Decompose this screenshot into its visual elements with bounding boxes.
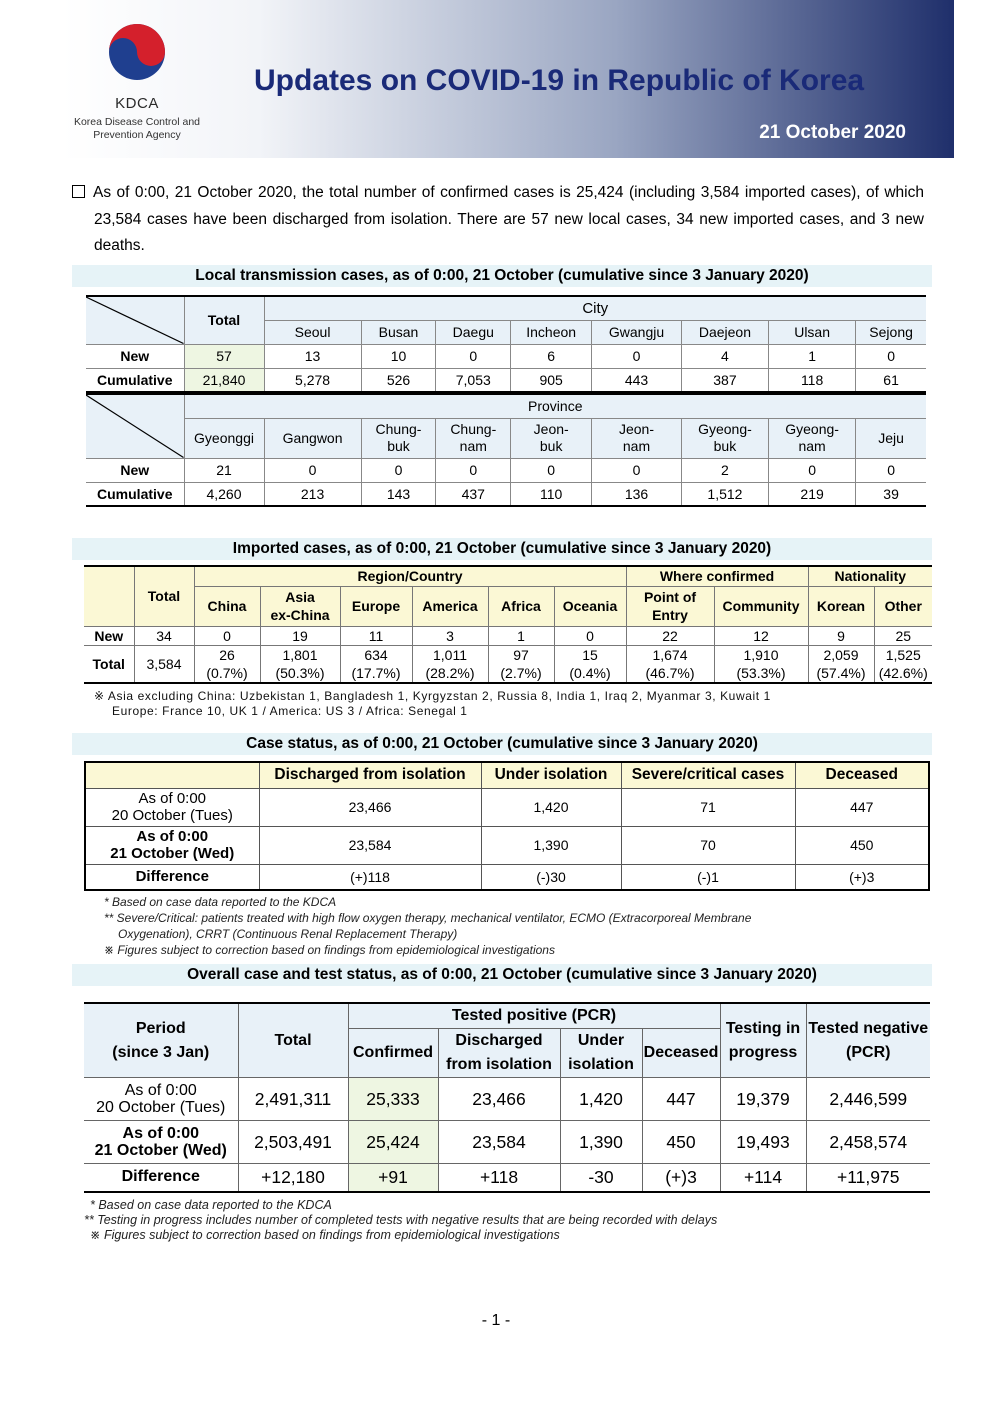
case-value: 447 <box>795 788 929 826</box>
city-name: Incheon <box>511 320 592 344</box>
under-isolation-header: Under isolation <box>560 1029 642 1078</box>
city-cumulative-value: 905 <box>511 368 592 392</box>
logo-subtitle-1: Korea Disease Control and <box>73 116 201 128</box>
imported-new-value: 3 <box>412 626 488 645</box>
cumulative-row-label: Cumulative <box>86 368 184 392</box>
case-row-label-20oct: As of 0:00 20 October (Tues) <box>85 788 259 826</box>
province-cumulative-value: 219 <box>769 482 856 506</box>
intro-text: As of 0:00, 21 October 2020, the total number of confirmed cases is 25,424 (including 3,584 imported cases), of which 23,584 cases have been discharged from isolation. There are 57 new local cases, 34 new imported cases, and 3 new deaths. <box>93 184 924 254</box>
province-new-value: 0 <box>361 458 436 482</box>
province-new-value: 0 <box>856 458 926 482</box>
logo-subtitle-2: Prevention Agency <box>93 129 181 141</box>
case-row-label-21oct: As of 0:00 21 October (Wed) <box>85 826 259 864</box>
case-corner-cell <box>85 762 259 788</box>
overall-value: 1,390 <box>560 1121 642 1164</box>
province-new-value: 2 <box>681 458 768 482</box>
overall-difference-label: Difference <box>84 1164 238 1192</box>
overall-value: 23,584 <box>438 1121 560 1164</box>
imported-cases-table <box>84 565 932 684</box>
overall-notes <box>84 1198 717 1243</box>
page-title: Updates on COVID-19 in Republic of Korea <box>254 64 865 97</box>
city-name: Gwangju <box>592 320 682 344</box>
imported-column-header: Africa <box>488 586 554 626</box>
overall-row-label-20oct: As of 0:00 20 October (Tues) <box>84 1078 238 1121</box>
case-column-header: Discharged from isolation <box>259 762 481 788</box>
overall-value: 450 <box>642 1121 720 1164</box>
local-total-new: 57 <box>184 344 264 368</box>
city-cumulative-value: 5,278 <box>264 368 361 392</box>
province-name: Gyeong- buk <box>681 418 768 458</box>
province-new-value: 0 <box>264 458 361 482</box>
case-note-2: ** Severe/Critical: patients treated with high flow oxygen therapy, mechanical ventilator, ECMO (Extracorporeal Membrane <box>104 911 752 925</box>
imported-cumulative-value: 15 (0.4%) <box>554 645 626 683</box>
city-new-value: 10 <box>361 344 436 368</box>
city-new-value: 0 <box>436 344 511 368</box>
report-date: 21 October 2020 <box>759 122 906 143</box>
province-name: Gangwon <box>264 418 361 458</box>
imported-heading: Imported cases, as of 0:00, 21 October (cumulative since 3 January 2020) <box>72 538 932 560</box>
imported-cumulative-value: 26 (0.7%) <box>194 645 260 683</box>
case-note-1: * Based on case data reported to the KDCA <box>104 895 337 909</box>
deceased-header: Deceased <box>642 1029 720 1078</box>
imported-new-value: 0 <box>194 626 260 645</box>
imported-cumulative-value: 2,059 (57.4%) <box>808 645 874 683</box>
city-new-value: 0 <box>592 344 682 368</box>
imported-column-header: Europe <box>340 586 412 626</box>
tested-negative-header: Tested negative (PCR) <box>806 1003 930 1078</box>
imported-column-header: Oceania <box>554 586 626 626</box>
overall-note-1: * Based on case data reported to the KDCA <box>90 1198 332 1212</box>
province-name: Gyeonggi <box>184 418 264 458</box>
city-new-value: 13 <box>264 344 361 368</box>
overall-total-header: Total <box>238 1003 348 1078</box>
case-status-notes <box>104 894 751 958</box>
intro-paragraph <box>72 180 924 260</box>
province-name: Jeon- nam <box>592 418 682 458</box>
overall-difference-value: (+)3 <box>642 1164 720 1192</box>
case-difference-label: Difference <box>85 864 259 890</box>
overall-value: 25,333 <box>348 1078 438 1121</box>
taegeuk-logo-icon <box>107 22 167 82</box>
city-name: Sejong <box>856 320 926 344</box>
case-difference-value: (-)30 <box>481 864 621 890</box>
diagonal-header-cell-province <box>86 394 184 458</box>
where-confirmed-header: Where confirmed <box>626 566 808 586</box>
nationality-header: Nationality <box>808 566 932 586</box>
overall-heading: Overall case and test status, as of 0:00, 21 October (cumulative since 3 January 2020) <box>72 964 932 986</box>
region-country-header: Region/Country <box>194 566 626 586</box>
imported-cumulative-value: 97 (2.7%) <box>488 645 554 683</box>
imported-new-value: 19 <box>260 626 340 645</box>
imported-column-header: Other <box>874 586 932 626</box>
imported-column-header: America <box>412 586 488 626</box>
imported-column-header: Asia ex-China <box>260 586 340 626</box>
overall-value: 25,424 <box>348 1121 438 1164</box>
province-name: Chung- buk <box>361 418 436 458</box>
local-heading: Local transmission cases, as of 0:00, 21 October (cumulative since 3 January 2020) <box>72 265 932 287</box>
case-note-3: ※ Figures subject to correction based on findings from epidemiological investigations <box>104 943 555 957</box>
province-cumulative-value: 136 <box>592 482 682 506</box>
new-row-label: New <box>86 344 184 368</box>
period-header: Period (since 3 Jan) <box>84 1003 238 1078</box>
province-header: Province <box>184 394 926 418</box>
imported-new-value: 1 <box>488 626 554 645</box>
province-name: Gyeong- nam <box>769 418 856 458</box>
overall-difference-value: +11,975 <box>806 1164 930 1192</box>
overall-value: 19,379 <box>720 1078 806 1121</box>
overall-value: 2,491,311 <box>238 1078 348 1121</box>
city-cumulative-value: 7,053 <box>436 368 511 392</box>
imported-total-label: Total <box>84 645 134 683</box>
case-status-heading: Case status, as of 0:00, 21 October (cumulative since 3 January 2020) <box>72 733 932 755</box>
city-header: City <box>264 296 926 320</box>
logo-kdca-text: KDCA <box>115 95 159 112</box>
kdca-logo <box>62 14 212 142</box>
overall-status-table <box>84 1002 930 1193</box>
case-column-header: Severe/critical cases <box>621 762 795 788</box>
imported-new-value: 11 <box>340 626 412 645</box>
province-cumulative-value: 110 <box>511 482 592 506</box>
city-name: Seoul <box>264 320 361 344</box>
overall-note-3: ※ Figures subject to correction based on findings from epidemiological investigations <box>90 1228 560 1242</box>
province-new-value: 0 <box>436 458 511 482</box>
imported-new-total: 34 <box>134 626 194 645</box>
imported-column-header: Community <box>714 586 808 626</box>
city-new-value: 1 <box>769 344 856 368</box>
province-cumulative-value: 437 <box>436 482 511 506</box>
cumulative-row-label: Cumulative <box>86 482 184 506</box>
local-total-cumulative: 21,840 <box>184 368 264 392</box>
case-value: 70 <box>621 826 795 864</box>
province-name: Jeon- buk <box>511 418 592 458</box>
case-value: 23,466 <box>259 788 481 826</box>
page-number: - 1 - <box>481 1312 511 1329</box>
case-value: 1,390 <box>481 826 621 864</box>
overall-difference-value: +118 <box>438 1164 560 1192</box>
local-transmission-table <box>86 295 926 507</box>
city-cumulative-value: 387 <box>681 368 768 392</box>
province-new-value: 21 <box>184 458 264 482</box>
imported-new-value: 0 <box>554 626 626 645</box>
case-difference-value: (+)3 <box>795 864 929 890</box>
imported-cumulative-total: 3,584 <box>134 645 194 683</box>
overall-row-label-21oct: As of 0:00 21 October (Wed) <box>84 1121 238 1164</box>
imported-cumulative-value: 1,674 (46.7%) <box>626 645 714 683</box>
province-cumulative-value: 1,512 <box>681 482 768 506</box>
overall-value: 2,446,599 <box>806 1078 930 1121</box>
city-cumulative-value: 443 <box>592 368 682 392</box>
imported-column-header: Point of Entry <box>626 586 714 626</box>
imported-new-value: 12 <box>714 626 808 645</box>
imported-new-value: 22 <box>626 626 714 645</box>
header-banner <box>62 0 954 158</box>
imported-note-line-2: Europe: France 10, UK 1 / America: US 3 / Africa: Senegal 1 <box>112 704 468 718</box>
city-cumulative-value: 61 <box>856 368 926 392</box>
province-cumulative-value: 143 <box>361 482 436 506</box>
city-cumulative-value: 118 <box>769 368 856 392</box>
overall-value: 1,420 <box>560 1078 642 1121</box>
imported-note-line-1: ※ Asia excluding China: Uzbekistan 1, Bangladesh 1, Kyrgyzstan 2, Russia 8, India 1, Iraq 2, Myanmar 3, Kuwait 1 <box>94 689 771 703</box>
case-difference-value: (-)1 <box>621 864 795 890</box>
checkbox-bullet-icon <box>72 185 85 198</box>
imported-note <box>94 689 771 719</box>
overall-value: 447 <box>642 1078 720 1121</box>
confirmed-header: Confirmed <box>348 1029 438 1078</box>
province-cumulative-value: 39 <box>856 482 926 506</box>
imported-cumulative-value: 1,011 (28.2%) <box>412 645 488 683</box>
imported-new-value: 9 <box>808 626 874 645</box>
case-difference-value: (+)118 <box>259 864 481 890</box>
city-cumulative-value: 526 <box>361 368 436 392</box>
province-name: Chung- nam <box>436 418 511 458</box>
province-cumulative-value: 4,260 <box>184 482 264 506</box>
overall-difference-value: +12,180 <box>238 1164 348 1192</box>
overall-difference-value: -30 <box>560 1164 642 1192</box>
case-column-header: Deceased <box>795 762 929 788</box>
case-value: 1,420 <box>481 788 621 826</box>
province-new-value: 0 <box>592 458 682 482</box>
imported-column-header: Korean <box>808 586 874 626</box>
imported-cumulative-value: 634 (17.7%) <box>340 645 412 683</box>
tested-positive-header: Tested positive (PCR) <box>348 1003 720 1029</box>
overall-value: 2,503,491 <box>238 1121 348 1164</box>
city-new-value: 0 <box>856 344 926 368</box>
case-status-table <box>84 761 930 891</box>
case-note-2b: Oxygenation), CRRT (Continuous Renal Replacement Therapy) <box>118 927 458 941</box>
new-row-label: New <box>86 458 184 482</box>
case-value: 450 <box>795 826 929 864</box>
imported-cumulative-value: 1,801 (50.3%) <box>260 645 340 683</box>
imported-column-header: China <box>194 586 260 626</box>
imported-corner-cell <box>84 566 134 626</box>
province-cumulative-value: 213 <box>264 482 361 506</box>
city-new-value: 4 <box>681 344 768 368</box>
city-name: Daejeon <box>681 320 768 344</box>
imported-new-value: 25 <box>874 626 932 645</box>
city-new-value: 6 <box>511 344 592 368</box>
province-name: Jeju <box>856 418 926 458</box>
overall-difference-value: +114 <box>720 1164 806 1192</box>
overall-value: 2,458,574 <box>806 1121 930 1164</box>
province-new-value: 0 <box>769 458 856 482</box>
imported-total-header: Total <box>134 566 194 626</box>
diagonal-header-cell <box>86 296 184 344</box>
imported-cumulative-value: 1,525 (42.6%) <box>874 645 932 683</box>
overall-value: 23,466 <box>438 1078 560 1121</box>
case-column-header: Under isolation <box>481 762 621 788</box>
testing-in-progress-header: Testing in progress <box>720 1003 806 1078</box>
discharged-header: Discharged from isolation <box>438 1029 560 1078</box>
city-name: Daegu <box>436 320 511 344</box>
city-name: Ulsan <box>769 320 856 344</box>
overall-difference-value: +91 <box>348 1164 438 1192</box>
province-new-value: 0 <box>511 458 592 482</box>
city-name: Busan <box>361 320 436 344</box>
overall-value: 19,493 <box>720 1121 806 1164</box>
case-value: 71 <box>621 788 795 826</box>
imported-new-label: New <box>84 626 134 645</box>
local-total-header: Total <box>184 296 264 344</box>
overall-note-2: ** Testing in progress includes number of completed tests with negative results that are being recorded with delays <box>84 1213 718 1227</box>
case-value: 23,584 <box>259 826 481 864</box>
imported-cumulative-value: 1,910 (53.3%) <box>714 645 808 683</box>
